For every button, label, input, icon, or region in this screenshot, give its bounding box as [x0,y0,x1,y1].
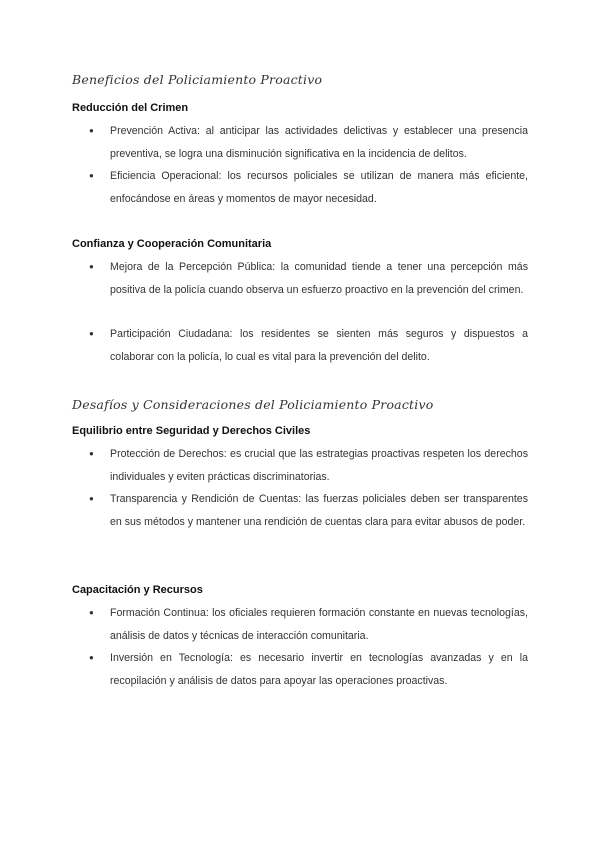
section-title-challenges: Desafíos y Consideraciones del Policiamiento Proactivo [72,397,434,412]
bullet-icon: ● [89,608,94,617]
bullet-icon: ● [89,171,94,180]
list-item-text: Mejora de la Percepción Pública: la comunidad tiende a tener una percepción más positiva de la policía cuando observa un esfuerzo proactivo en la prevención del crimen. [110,261,528,296]
list-item [110,443,528,488]
subheading-training-resources: Capacitación y Recursos [72,584,203,596]
list-item-text: Prevención Activa: al anticipar las actividades delictivas y establecer una presencia preventiva, se logra una disminución significativa en la incidencia de delitos. [110,125,528,160]
list-item [110,165,528,210]
list-item [110,256,528,301]
list-item [110,120,528,165]
list-item-text: Eficiencia Operacional: los recursos policiales se utilizan de manera más eficiente, enfocándose en áreas y momentos de mayor necesidad. [110,170,528,205]
list-item-text: Participación Ciudadana: los residentes se sienten más seguros y dispuestos a colaborar con la policía, lo cual es vital para la prevención del delito. [110,328,528,363]
bullet-icon: ● [89,653,94,662]
list-item-text: Inversión en Tecnología: es necesario invertir en tecnologías avanzadas y en la recopilación y análisis de datos para apoyar las operaciones proactivas. [110,652,528,687]
bullet-icon: ● [89,329,94,338]
section-title-benefits: Beneficios del Policiamiento Proactivo [72,72,323,87]
list-item [110,647,528,692]
bullet-icon: ● [89,126,94,135]
list-item [110,488,528,533]
subheading-community-trust: Confianza y Cooperación Comunitaria [72,238,272,250]
bullet-icon: ● [89,494,94,503]
bullet-icon: ● [89,449,94,458]
subheading-rights-balance: Equilibrio entre Seguridad y Derechos Civiles [72,425,311,437]
list-item [110,602,528,647]
subheading-crime-reduction: Reducción del Crimen [72,102,189,114]
list-item-text: Formación Continua: los oficiales requieren formación constante en nuevas tecnologías, análisis de datos y técnicas de interacción comunitaria. [110,607,528,642]
bullet-icon: ● [89,262,94,271]
list-item-text: Protección de Derechos: es crucial que las estrategias proactivas respeten los derechos individuales y eviten prácticas discriminatorias. [110,448,528,483]
list-item [110,323,528,368]
list-item-text: Transparencia y Rendición de Cuentas: las fuerzas policiales deben ser transparentes en sus métodos y mantener una rendición de cuentas clara para evitar abusos de poder. [110,493,528,528]
